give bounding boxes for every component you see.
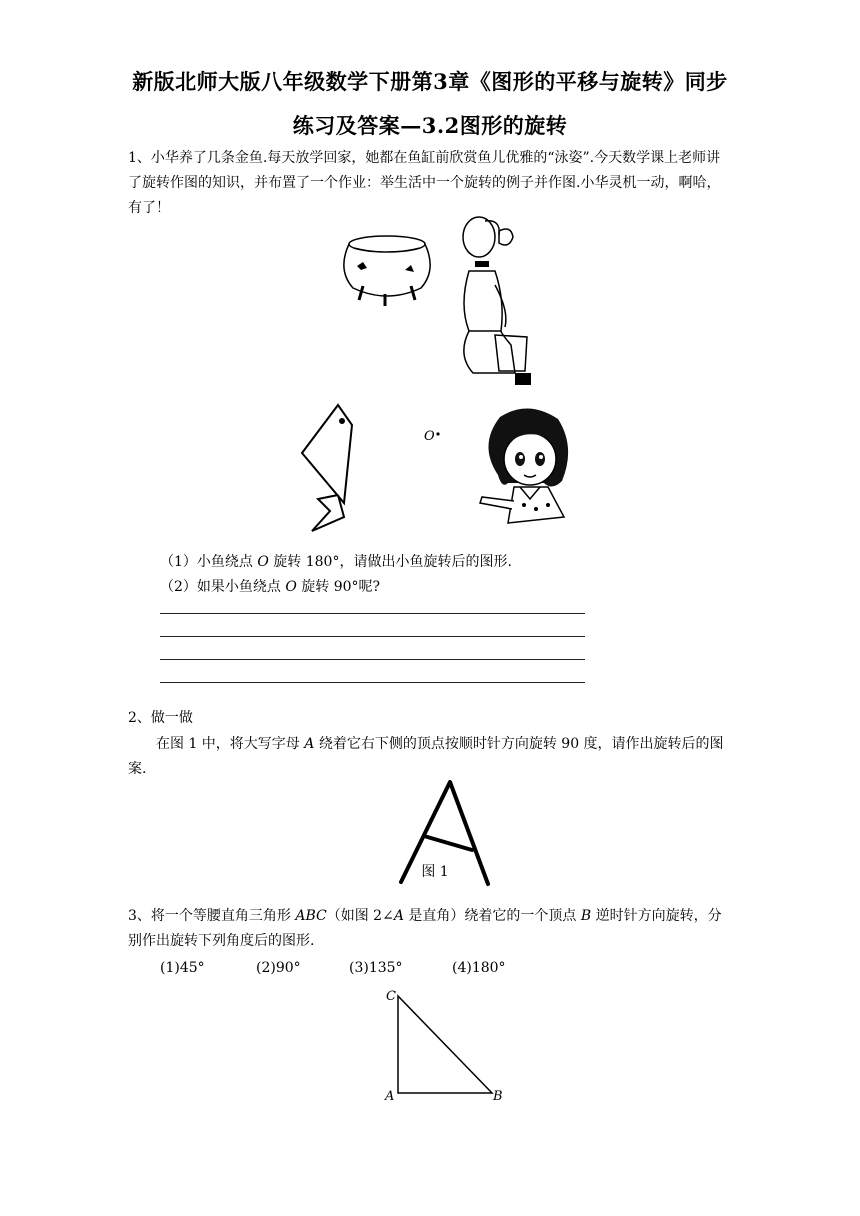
question-3-text: 3、将一个等腰直角三角形 ABC（如图 2∠A 是直角）绕着它的一个顶点 B 逆时针方向旋转，分别作出旋转下列角度后的图形. xyxy=(128,908,722,949)
fish-bowl-illustration xyxy=(335,230,445,310)
fish-figure xyxy=(300,403,360,533)
question-2-heading: 2、做一做 xyxy=(128,710,193,726)
question-2-text: 在图 1 中，将大写字母 A 绕着它右下侧的顶点按顺时针方向旋转 90 度，请作出旋转后的图案. xyxy=(128,736,724,777)
rotation-point-dot xyxy=(436,432,440,436)
figure-1-caption: 图 1 xyxy=(421,864,449,880)
question-1-part-1: （1）小鱼绕点 O 旋转 180°，请做出小鱼旋转后的图形. xyxy=(160,554,512,570)
document-title-line1: 新版北师大版八年级数学下册第3章《图形的平移与旋转》同步 xyxy=(132,69,728,94)
vertex-label-b: B xyxy=(493,1089,503,1104)
question-1-text: 1、小华养了几条金鱼.每天放学回家，她都在鱼缸前欣赏鱼儿优雅的“泳姿”.今天数学课上老师讲了旋转作图的知识，并布置了一个作业：举生活中一个旋转的例子并作图.小华灵机一动，啊哈，有了！ xyxy=(128,150,721,216)
cartoon-girl-illustration xyxy=(478,405,578,527)
answer-line-1[interactable] xyxy=(160,613,585,614)
rotation-angle-list xyxy=(160,956,506,981)
rotation-point-label: O xyxy=(424,429,435,444)
document-title-line2: 练习及答案—3.2图形的旋转 xyxy=(292,113,568,138)
angle-90: (2)90° xyxy=(256,960,301,976)
angle-180: (4)180° xyxy=(452,960,506,976)
vertex-label-a: A xyxy=(385,1089,395,1104)
answer-line-3[interactable] xyxy=(160,659,585,660)
answer-line-4[interactable] xyxy=(160,682,585,683)
question-1-part-2: （2）如果小鱼绕点 O 旋转 90°呢? xyxy=(160,579,381,595)
vertex-label-c: C xyxy=(386,989,396,1004)
angle-45: (1)45° xyxy=(160,960,205,976)
girl-with-bucket-illustration xyxy=(455,215,540,390)
angle-135: (3)135° xyxy=(349,960,403,976)
triangle-abc-figure xyxy=(382,986,507,1106)
answer-line-2[interactable] xyxy=(160,636,585,637)
